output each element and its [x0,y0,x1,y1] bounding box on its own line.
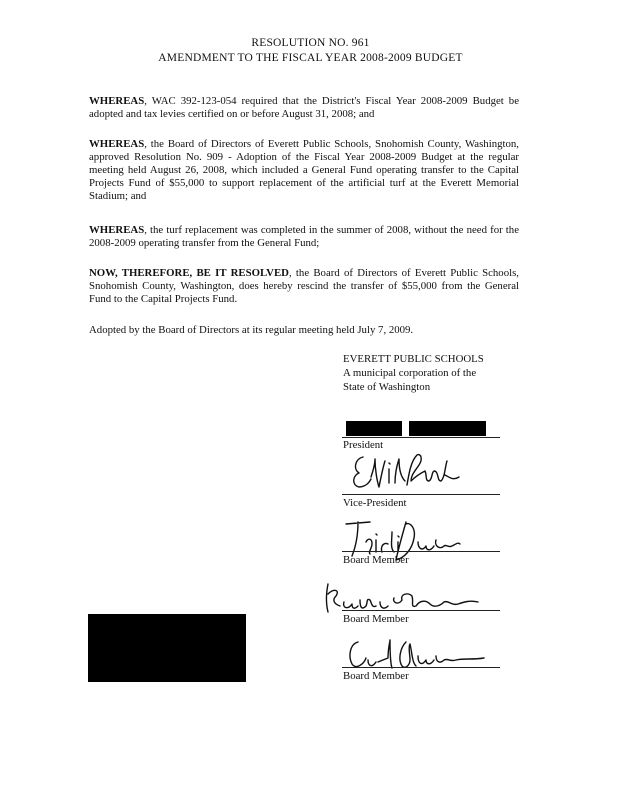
whereas-paragraph-3 [89,224,519,250]
signature-label-board-member-1: Board Member [343,554,409,566]
paragraph-text: , the turf replacement was completed in the summer of 2008, without the need for the 2008-2009 operating transfer from the General Fund; [89,224,519,249]
signature-line-board-member-2 [342,610,500,611]
paragraph-lead: NOW, THEREFORE, BE IT RESOLVED [89,267,289,279]
redaction-block [88,614,246,682]
signature-line-board-member-3 [342,667,500,668]
resolution-number: RESOLUTION NO. 961 [251,37,370,49]
signature-line-vice-president [342,494,500,495]
paragraph-lead: WHEREAS [89,224,145,236]
handwritten-signature [344,634,504,674]
redaction-block [346,421,402,436]
organization-line-2: A municipal corporation of the [343,367,477,379]
signature-label-president: President [343,439,384,451]
adoption-statement [89,324,519,337]
whereas-paragraph-1 [89,95,519,121]
paragraph-lead: WHEREAS [89,95,145,107]
paragraph-text: , WAC 392-123-054 required that the District's Fiscal Year 2008-2009 Budget be adopted and tax levies certified on or before August 31, 2008; and [89,95,519,120]
organization-line-3: State of Washington [343,381,431,393]
signature-line-board-member-1 [342,551,500,552]
paragraph-lead: WHEREAS [89,138,145,150]
resolution-subject: AMENDMENT TO THE FISCAL YEAR 2008-2009 BUDGET [158,52,463,64]
paragraph-text: Adopted by the Board of Directors at its regular meeting held July 7, 2009. [89,324,414,336]
signature-line-president [342,437,500,438]
signature-label-vice-president: Vice-President [343,497,407,509]
signature-label-board-member-2: Board Member [343,613,409,625]
handwritten-signature [345,447,465,495]
signature-label-board-member-3: Board Member [343,670,409,682]
redaction-block [409,421,486,436]
paragraph-text: , the Board of Directors of Everett Public Schools, Snohomish County, Washington, approved Resolution No. 909 - Adoption of the Fiscal Year 2008-2009 Budget at the regular meeting held August 26, 2008, which included a General Fund operating transfer to the Capital Projects Fund of $55,000 to support replacement of the artificial turf at the Everett Memorial Stadium; and [89,138,519,202]
resolved-paragraph [89,267,519,306]
paragraph-text: , the Board of Directors of Everett Public Schools, Snohomish County, Washington, does hereby rescind the transfer of $55,000 from the General Fund to the Capital Projects Fund. [89,267,519,305]
whereas-paragraph-2 [89,138,519,203]
organization-name: EVERETT PUBLIC SCHOOLS [343,353,484,365]
